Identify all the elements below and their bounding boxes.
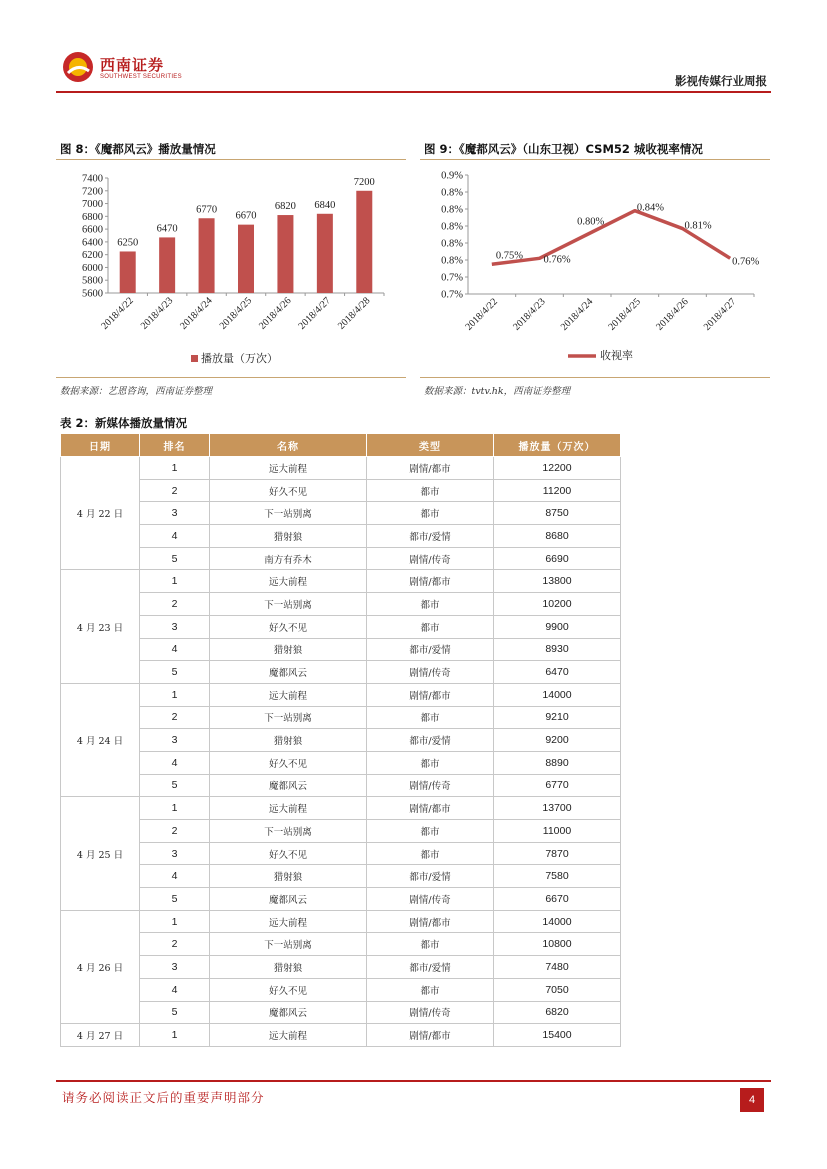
cell-type: 都市: [367, 820, 494, 843]
point-data-label: 0.76%: [732, 256, 760, 268]
x-tick-label: 2018/4/22: [99, 295, 136, 332]
cell-rank: 1: [140, 570, 210, 593]
bar-data-label: 6820: [274, 201, 296, 213]
point-data-label: 0.84%: [636, 202, 664, 214]
bar: [238, 225, 254, 293]
cell-type: 剧情/传奇: [367, 661, 494, 684]
cell-rank: 3: [140, 502, 210, 525]
table-row: [61, 956, 621, 979]
figure8-title: 图 8：《魔都风云》播放量情况: [60, 142, 216, 156]
y-tick-label: 7200: [82, 186, 103, 198]
table-row: [61, 706, 621, 729]
cell-name: 好久不见: [210, 751, 367, 774]
cell-rank: 2: [140, 933, 210, 956]
series-line: [492, 211, 730, 265]
cell-views: 7870: [494, 842, 621, 865]
bar: [356, 191, 372, 293]
bar-data-label: 6770: [196, 204, 218, 216]
y-tick-label: 0.7%: [441, 289, 463, 301]
cell-rank: 4: [140, 638, 210, 661]
cell-name: 远大前程: [210, 570, 367, 593]
cell-type: 剧情/都市: [367, 910, 494, 933]
table-row: [61, 479, 621, 502]
cell-rank: 3: [140, 729, 210, 752]
cell-name: 南方有乔木: [210, 547, 367, 570]
bar: [159, 237, 175, 293]
cell-views: 7050: [494, 978, 621, 1001]
bar-data-label: 6670: [235, 210, 257, 222]
table-row: [61, 888, 621, 911]
cell-name: 下一站别离: [210, 820, 367, 843]
cell-views: 6820: [494, 1001, 621, 1024]
figure9-source: 数据来源：tvtv.hk，西南证券整理: [424, 386, 571, 397]
header-views: 播放量（万次）: [494, 434, 621, 457]
cell-name: 下一站别离: [210, 593, 367, 616]
cell-rank: 2: [140, 820, 210, 843]
cell-name: 猎射狼: [210, 729, 367, 752]
cell-date: 4 月 26 日: [61, 910, 140, 1023]
cell-name: 魔都风云: [210, 1001, 367, 1024]
cell-name: 猎射狼: [210, 956, 367, 979]
figure8-top-rule: [56, 159, 406, 160]
cell-rank: 1: [140, 683, 210, 706]
cell-views: 6670: [494, 888, 621, 911]
table-row: [61, 751, 621, 774]
y-tick-label: 6200: [82, 250, 103, 262]
cell-rank: 1: [140, 457, 210, 480]
cell-type: 剧情/都市: [367, 570, 494, 593]
cell-rank: 1: [140, 910, 210, 933]
table-row: [61, 570, 621, 593]
cell-type: 剧情/传奇: [367, 774, 494, 797]
x-tick-label: 2018/4/28: [335, 295, 373, 332]
y-tick-label: 6400: [82, 237, 103, 249]
figure8-bar-chart: [56, 163, 406, 378]
cell-type: 都市/爱情: [367, 638, 494, 661]
cell-rank: 5: [140, 774, 210, 797]
logo-name-cn: 西南证券: [100, 56, 165, 74]
bar: [277, 215, 293, 293]
header-name: 名称: [210, 434, 367, 457]
cell-name: 下一站别离: [210, 706, 367, 729]
figure9-bottom-rule: [420, 377, 770, 378]
cell-views: 13700: [494, 797, 621, 820]
table-row: [61, 593, 621, 616]
cell-name: 好久不见: [210, 479, 367, 502]
cell-date: 4 月 22 日: [61, 457, 140, 570]
x-tick-label: 2018/4/27: [296, 295, 333, 332]
cell-rank: 5: [140, 1001, 210, 1024]
cell-date: 4 月 23 日: [61, 570, 140, 683]
cell-type: 剧情/都市: [367, 797, 494, 820]
cell-views: 8680: [494, 525, 621, 548]
cell-views: 11000: [494, 820, 621, 843]
cell-rank: 1: [140, 1024, 210, 1047]
table-row: [61, 978, 621, 1001]
x-tick-label: 2018/4/25: [217, 295, 255, 332]
cell-views: 9900: [494, 615, 621, 638]
figure8-source: 数据来源：艺恩咨询，西南证券整理: [60, 386, 213, 397]
new-media-views-table: [60, 433, 621, 1047]
table-row: [61, 457, 621, 480]
cell-views: 7580: [494, 865, 621, 888]
cell-name: 远大前程: [210, 1024, 367, 1047]
figure9-top-rule: [420, 159, 770, 160]
y-tick-label: 0.8%: [441, 204, 463, 216]
company-logo: [62, 50, 192, 86]
page-number: 4: [740, 1088, 764, 1112]
cell-type: 剧情/都市: [367, 457, 494, 480]
cell-date: 4 月 27 日: [61, 1024, 140, 1047]
footer-divider: [56, 1080, 771, 1082]
table-row: [61, 865, 621, 888]
table2-title: 表 2：新媒体播放量情况: [60, 416, 188, 430]
x-tick-label: 2018/4/23: [511, 296, 548, 333]
cell-views: 8930: [494, 638, 621, 661]
cell-rank: 3: [140, 842, 210, 865]
bar-data-label: 6470: [156, 223, 178, 235]
table-row: [61, 661, 621, 684]
header-type: 类型: [367, 434, 494, 457]
cell-views: 10200: [494, 593, 621, 616]
cell-type: 都市: [367, 706, 494, 729]
y-tick-label: 0.8%: [441, 238, 463, 250]
cell-rank: 4: [140, 525, 210, 548]
cell-type: 都市: [367, 842, 494, 865]
y-tick-label: 6600: [82, 224, 103, 236]
cell-type: 都市/爱情: [367, 525, 494, 548]
cell-views: 12200: [494, 457, 621, 480]
y-tick-label: 5800: [82, 275, 103, 287]
y-tick-label: 7000: [82, 199, 103, 211]
table-row: [61, 933, 621, 956]
cell-type: 都市: [367, 615, 494, 638]
cell-name: 猎射狼: [210, 865, 367, 888]
table-header-row: [61, 434, 621, 457]
cell-date: 4 月 25 日: [61, 797, 140, 910]
document-title: 影视传媒行业周报: [675, 74, 767, 88]
cell-rank: 4: [140, 978, 210, 1001]
table-row: [61, 547, 621, 570]
cell-name: 下一站别离: [210, 502, 367, 525]
cell-views: 14000: [494, 683, 621, 706]
y-tick-label: 0.8%: [441, 221, 463, 233]
bar-data-label: 7200: [353, 176, 375, 188]
cell-name: 魔都风云: [210, 774, 367, 797]
cell-name: 远大前程: [210, 910, 367, 933]
table-row: [61, 615, 621, 638]
y-tick-label: 0.7%: [441, 272, 463, 284]
cell-views: 7480: [494, 956, 621, 979]
cell-name: 猎射狼: [210, 525, 367, 548]
cell-name: 好久不见: [210, 615, 367, 638]
table-row: [61, 842, 621, 865]
cell-rank: 4: [140, 751, 210, 774]
point-data-label: 0.75%: [495, 250, 523, 262]
table-row: [61, 910, 621, 933]
bar-data-label: 6840: [314, 199, 336, 211]
cell-type: 都市: [367, 978, 494, 1001]
cell-views: 11200: [494, 479, 621, 502]
cell-rank: 5: [140, 888, 210, 911]
cell-name: 好久不见: [210, 842, 367, 865]
cell-type: 都市/爱情: [367, 865, 494, 888]
x-tick-label: 2018/4/23: [138, 295, 176, 332]
table-row: [61, 820, 621, 843]
cell-views: 9200: [494, 729, 621, 752]
footer-disclaimer: 请务必阅读正文后的重要声明部分: [62, 1090, 265, 1105]
legend-label: 播放量（万次）: [201, 353, 278, 365]
table-row: [61, 774, 621, 797]
x-tick-label: 2018/4/24: [178, 295, 215, 332]
cell-name: 魔都风云: [210, 888, 367, 911]
x-tick-label: 2018/4/22: [463, 296, 500, 333]
x-tick-label: 2018/4/25: [606, 296, 643, 333]
cell-type: 都市: [367, 502, 494, 525]
cell-type: 剧情/传奇: [367, 888, 494, 911]
cell-name: 下一站别离: [210, 933, 367, 956]
cell-views: 8890: [494, 751, 621, 774]
cell-type: 剧情/传奇: [367, 1001, 494, 1024]
point-data-label: 0.76%: [543, 254, 571, 266]
cell-views: 6770: [494, 774, 621, 797]
cell-views: 15400: [494, 1024, 621, 1047]
table-row: [61, 1024, 621, 1047]
header-divider: [56, 91, 771, 93]
cell-views: 6690: [494, 547, 621, 570]
legend-swatch: [191, 355, 198, 362]
cell-rank: 5: [140, 547, 210, 570]
cell-rank: 2: [140, 593, 210, 616]
cell-date: 4 月 24 日: [61, 683, 140, 796]
logo-name-en: SOUTHWEST SECURITIES: [100, 74, 182, 80]
cell-rank: 2: [140, 706, 210, 729]
table-row: [61, 638, 621, 661]
legend-label: 收视率: [600, 350, 633, 362]
cell-views: 13800: [494, 570, 621, 593]
figure9-line-chart: [420, 163, 770, 378]
figure9-title: 图 9：《魔都风云》（山东卫视）CSM52 城收视率情况: [424, 142, 703, 156]
x-tick-label: 2018/4/27: [701, 296, 739, 333]
cell-views: 9210: [494, 706, 621, 729]
cell-views: 10800: [494, 933, 621, 956]
y-tick-label: 0.8%: [441, 255, 463, 267]
cell-name: 远大前程: [210, 457, 367, 480]
cell-type: 都市: [367, 751, 494, 774]
bar: [120, 251, 136, 293]
y-tick-label: 0.8%: [441, 187, 463, 199]
x-tick-label: 2018/4/24: [558, 296, 596, 333]
bar: [199, 218, 215, 293]
cell-rank: 5: [140, 661, 210, 684]
cell-views: 8750: [494, 502, 621, 525]
cell-type: 都市/爱情: [367, 729, 494, 752]
bar-data-label: 6250: [117, 237, 139, 249]
cell-type: 剧情/都市: [367, 683, 494, 706]
y-tick-label: 6000: [82, 262, 103, 274]
table-row: [61, 525, 621, 548]
point-data-label: 0.81%: [684, 220, 712, 232]
header-rank: 排名: [140, 434, 210, 457]
cell-type: 都市: [367, 593, 494, 616]
figure8-bottom-rule: [56, 377, 406, 378]
x-tick-label: 2018/4/26: [654, 296, 691, 333]
y-tick-label: 0.9%: [441, 170, 463, 182]
table-row: [61, 729, 621, 752]
cell-type: 都市: [367, 933, 494, 956]
table-row: [61, 502, 621, 525]
cell-views: 14000: [494, 910, 621, 933]
cell-type: 都市/爱情: [367, 956, 494, 979]
y-tick-label: 7400: [82, 173, 103, 185]
cell-rank: 2: [140, 479, 210, 502]
cell-name: 魔都风云: [210, 661, 367, 684]
point-data-label: 0.80%: [577, 216, 605, 228]
cell-rank: 1: [140, 797, 210, 820]
cell-name: 好久不见: [210, 978, 367, 1001]
cell-rank: 3: [140, 956, 210, 979]
cell-rank: 4: [140, 865, 210, 888]
y-tick-label: 5600: [82, 288, 103, 300]
y-tick-label: 6800: [82, 211, 103, 223]
table-row: [61, 683, 621, 706]
cell-type: 剧情/都市: [367, 1024, 494, 1047]
x-tick-label: 2018/4/26: [257, 295, 294, 332]
cell-name: 远大前程: [210, 797, 367, 820]
cell-views: 6470: [494, 661, 621, 684]
bar: [317, 214, 333, 293]
cell-name: 远大前程: [210, 683, 367, 706]
table-row: [61, 797, 621, 820]
header-date: 日期: [61, 434, 140, 457]
cell-name: 猎射狼: [210, 638, 367, 661]
cell-type: 都市: [367, 479, 494, 502]
cell-type: 剧情/传奇: [367, 547, 494, 570]
table-row: [61, 1001, 621, 1024]
cell-rank: 3: [140, 615, 210, 638]
logo-mark-icon: [62, 51, 94, 83]
